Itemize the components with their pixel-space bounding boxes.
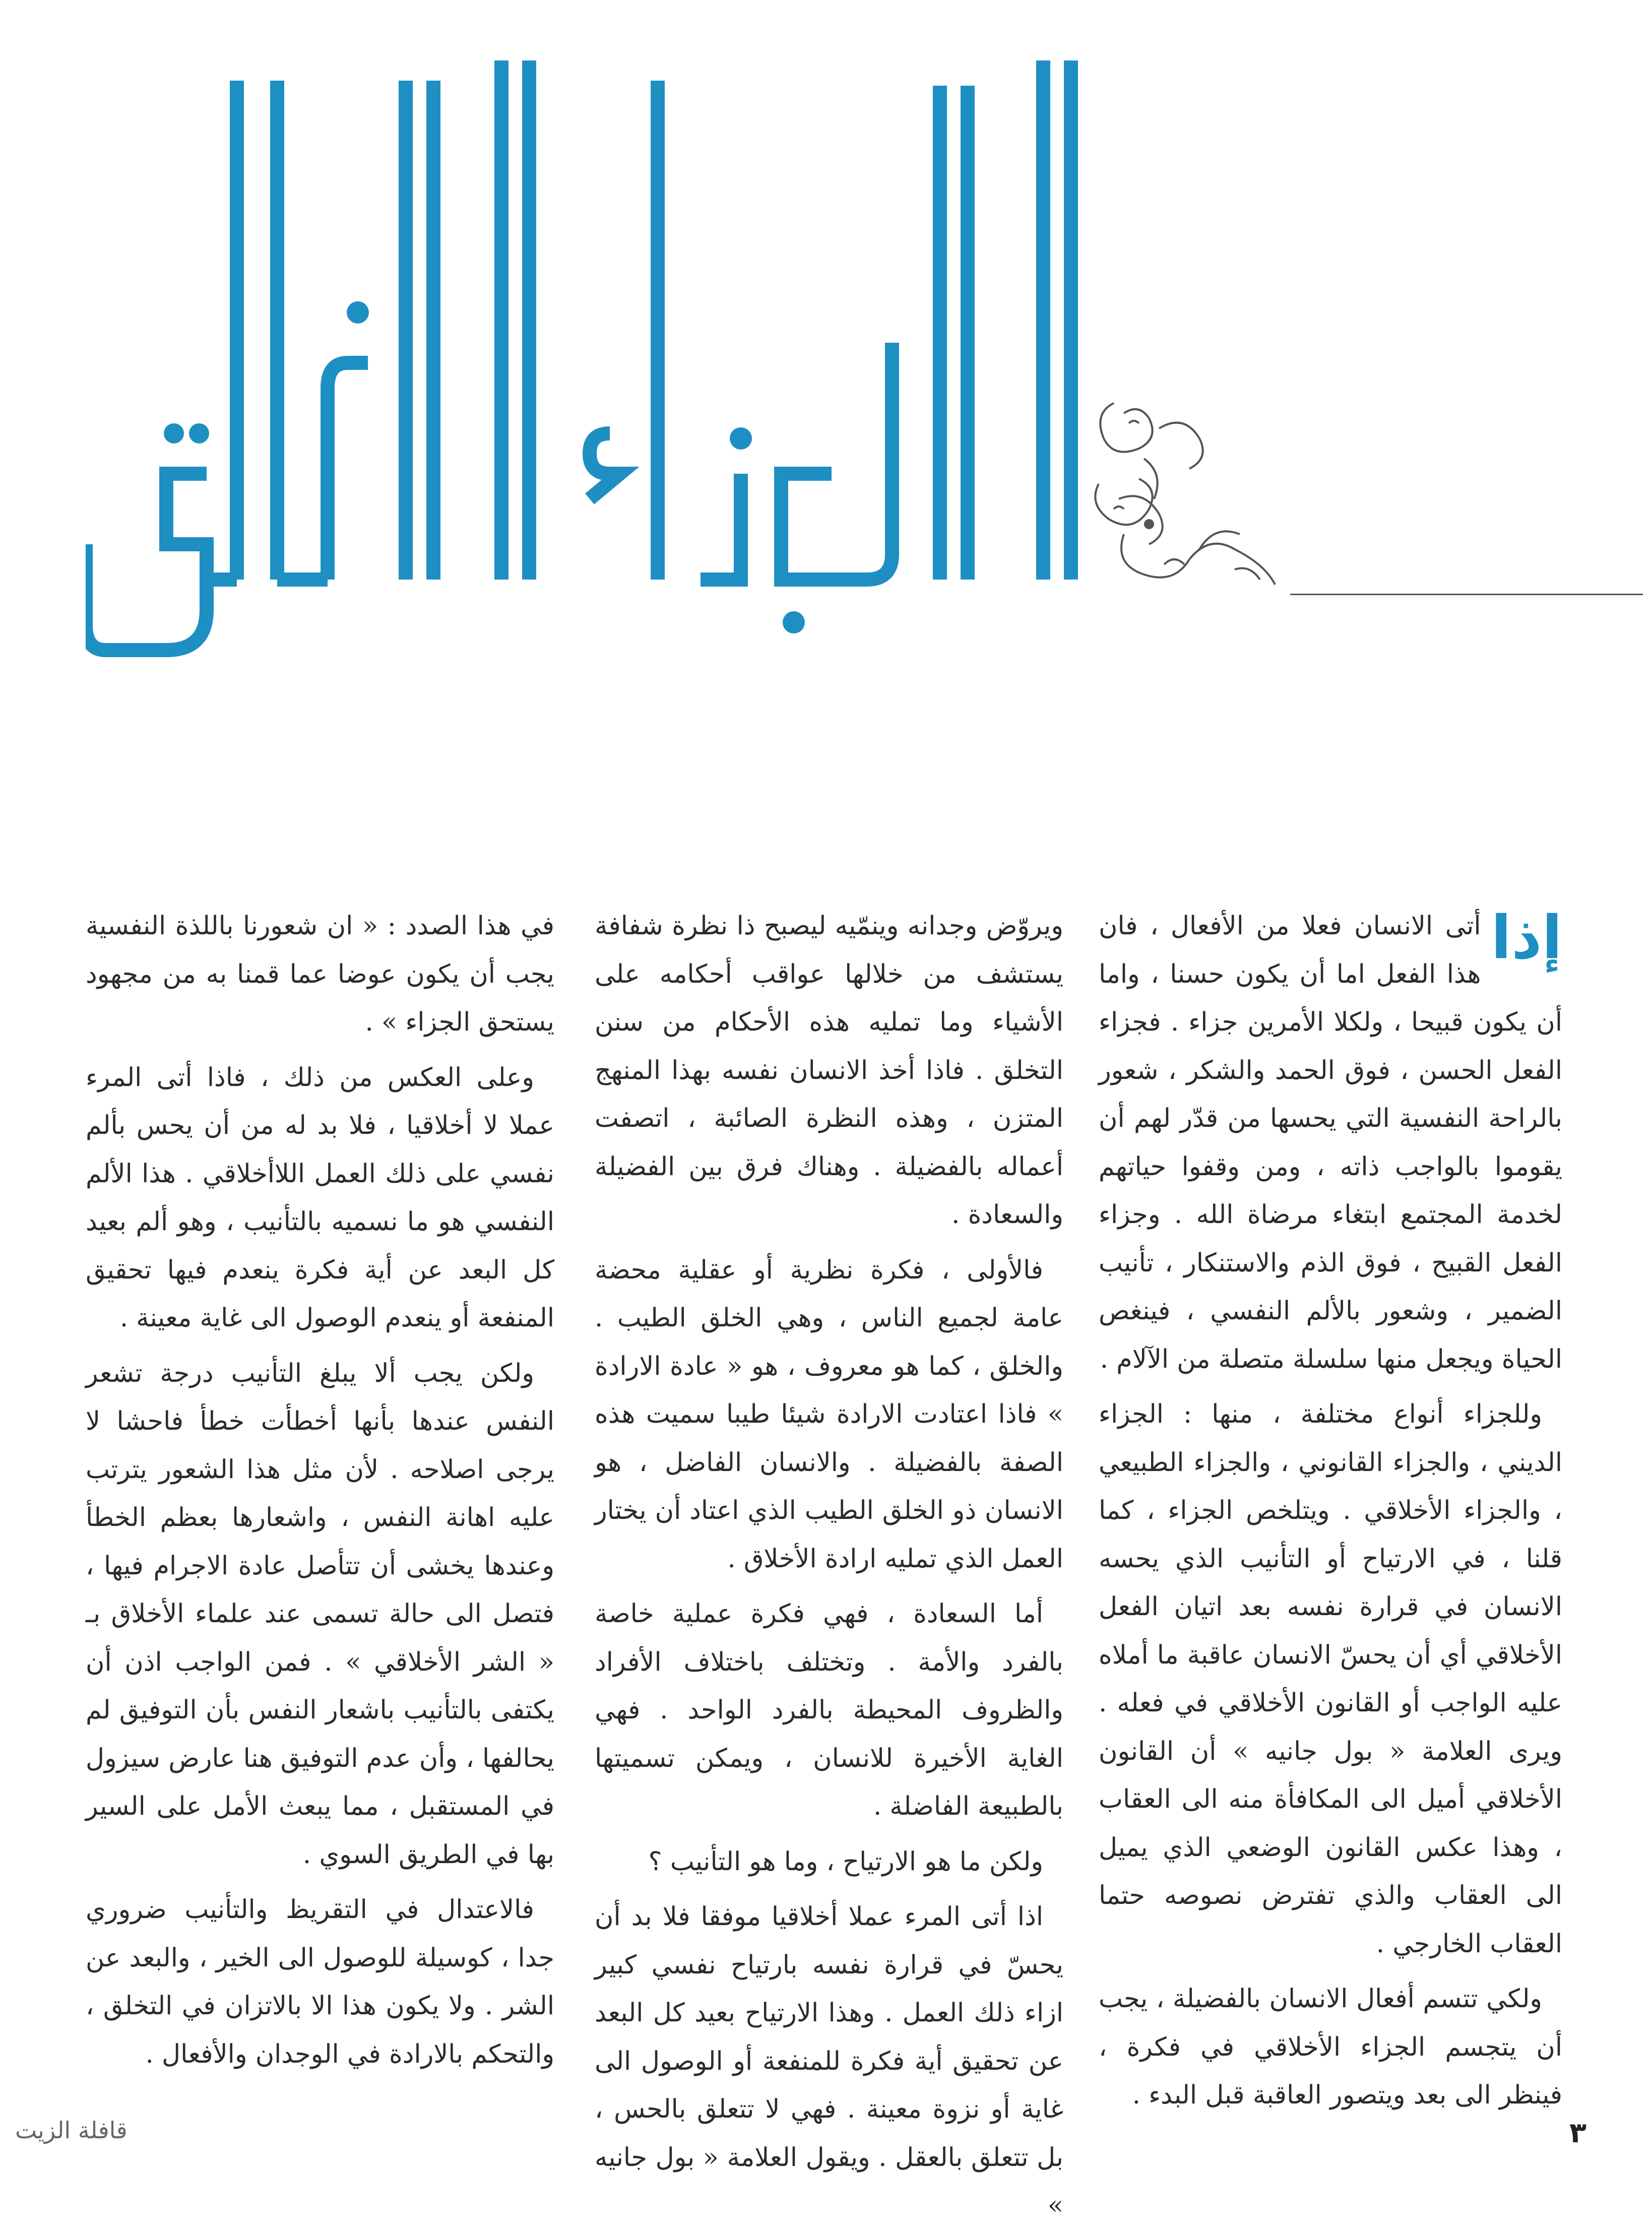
magazine-name: قافلة الزيت [15, 2117, 128, 2144]
article-column-right [1099, 902, 1562, 2110]
floral-ornament-icon [1084, 383, 1295, 595]
drop-cap: إذا [1491, 903, 1562, 972]
paragraph: ويروّض وجدانه وينمّيه ليصبح ذا نظرة شفافة يستشف من خلالها عواقب أحكامه على الأشياء وما تمليه هذه الأحكام من سنن التخلق . فاذا أخذ الانسان نفسه بهذا المنهج المتزن ، وهذه النظرة الصائبة ، اتصفت أعماله بالفضيلة . وهناك فرق بين الفضيلة والسعادة . [595, 911, 1063, 1230]
title-calligraphy [86, 60, 1084, 665]
paragraph: أما السعادة ، فهي فكرة عملية خاصة بالفرد والأمة . وتختلف باختلاف الأفراد والظروف المحيطة بالفرد الواحد . فهي الغاية الأخيرة للانسان ، ويمكن تسميتها بالطبيعة الفاضلة . [595, 1599, 1063, 1821]
paragraph: فالأولى ، فكرة نظرية أو عقلية محضة عامة لجميع الناس ، وهي الخلق الطيب . والخلق ، كما هو معروف ، هو « عادة الارادة » فاذا اعتادت الارادة شيئا طيبا سميت هذه الصفة بالفضيلة . والانسان الفاضل ، هو الانسان ذو الخلق الطيب الذي اعتاد أن يختار العمل الذي تمليه ارادة الأخلاق . [595, 1255, 1063, 1574]
article-column-left [86, 902, 554, 2076]
article-title-graphic [86, 60, 1084, 665]
paragraph: فالاعتدال في التقريظ والتأنيب ضروري جدا ، كوسيلة للوصول الى الخير ، والبعد عن الشر . ولا يكون هذا الا بالاتزان في التخلق ، والتحكم بالارادة في الوجدان والأفعال . [86, 1895, 554, 2069]
paragraph: اذا أتى المرء عملا أخلاقيا موفقا فلا بد أن يحسّ في قرارة نفسه بارتياح نفسي كبير ازاء ذلك العمل . وهذا الارتياح بعيد كل البعد عن تحقيق أية فكرة للمنفعة أو الوصول الى غاية أو نزوة معينة . فهي لا تتعلق بالحس ، بل تتعلق بالعقل . ويقول العلامة « بول جانيه » [595, 1902, 1063, 2220]
paragraph: وللجزاء أنواع مختلفة ، منها : الجزاء الديني ، والجزاء القانوني ، والجزاء الطبيعي ، والجزاء الأخلاقي . ويتلخص الجزاء ، كما قلنا ، في الارتياح أو التأنيب الذي يحسه الانسان في قرارة نفسه بعد اتيان الفعل الأخلاقي أي أن يحسّ الانسان عاقبة ما أملاه عليه الواجب أو القانون الأخلاقي في فعله . ويرى العلامة « بول جانيه » أن القانون الأخلاقي أميل الى المكافأة منه الى العقاب ، وهذا عكس القانون الوضعي الذي يميل الى العقاب والذي تفترض نصوصه حتما العقاب الخارجي . [1099, 1399, 1562, 1959]
page-number: ٣ [1569, 2117, 1586, 2149]
article-column-middle [595, 902, 1063, 2220]
paragraph: ولكي تتسم أفعال الانسان بالفضيلة ، يجب أن يتجسم الجزاء الأخلاقي في فكرة ، فينظر الى بعد ويتصور العاقبة قبل البدء . [1099, 1984, 1562, 2110]
paragraph: ولكن ما هو الارتياح ، وما هو التأنيب ؟ [648, 1846, 1043, 1877]
paragraph: وعلى العكس من ذلك ، فاذا أتى المرء عملا لا أخلاقيا ، فلا بد له من أن يحس بألم نفسي على ذلك العمل اللاأخلاقي . هذا الألم النفسي هو ما نسميه بالتأنيب ، وهو ألم بعيد كل البعد عن أية فكرة ينعدم فيها تحقيق المنفعة أو ينعدم الوصول الى غاية معينة . [86, 1062, 554, 1333]
paragraph: في هذا الصدد : « ان شعورنا باللذة النفسية يجب أن يكون عوضا عما قمنا به من مجهود يستحق الجزاء » . [86, 911, 554, 1037]
decorative-rule [1290, 594, 1643, 595]
paragraph: إذا أتى الانسان فعلا من الأفعال ، فان هذا الفعل اما أن يكون حسنا ، واما أن يكون قبيحا ، ولكلا الأمرين جزاء . فجزاء الفعل الحسن ، فوق الحمد والشكر ، شعور بالراحة النفسية التي يحسها من قدّر لهم أن يقوموا بالواجب ذاته ، ومن وقفوا حياتهم لخدمة المجتمع ابتغاء مرضاة الله . وجزاء الفعل القبيح ، فوق الذم والاستنكار ، تأنيب الضمير ، وشعور بالألم النفسي ، فينغص الحياة ويجعل منها سلسلة متصلة من الآلام . [1099, 903, 1562, 1374]
paragraph: ولكن يجب ألا يبلغ التأنيب درجة تشعر النفس عندها بأنها أخطأت خطأ فاحشا لا يرجى اصلاحه . لأن مثل هذا الشعور يترتب عليه اهانة النفس ، واشعارها بعظم الخطأ وعندها يخشى أن تتأصل عادة الاجرام فيها ، فتصل الى حالة تسمى عند علماء الأخلاق بـ « الشر الأخلاقي » . فمن الواجب اذن أن يكتفى بالتأنيب باشعار النفس بأن التوفيق لم يحالفها ، وأن عدم التوفيق هنا عارض سيزول في المستقبل ، مما يبعث الأمل على السير بها في الطريق السوي . [86, 1358, 554, 1870]
